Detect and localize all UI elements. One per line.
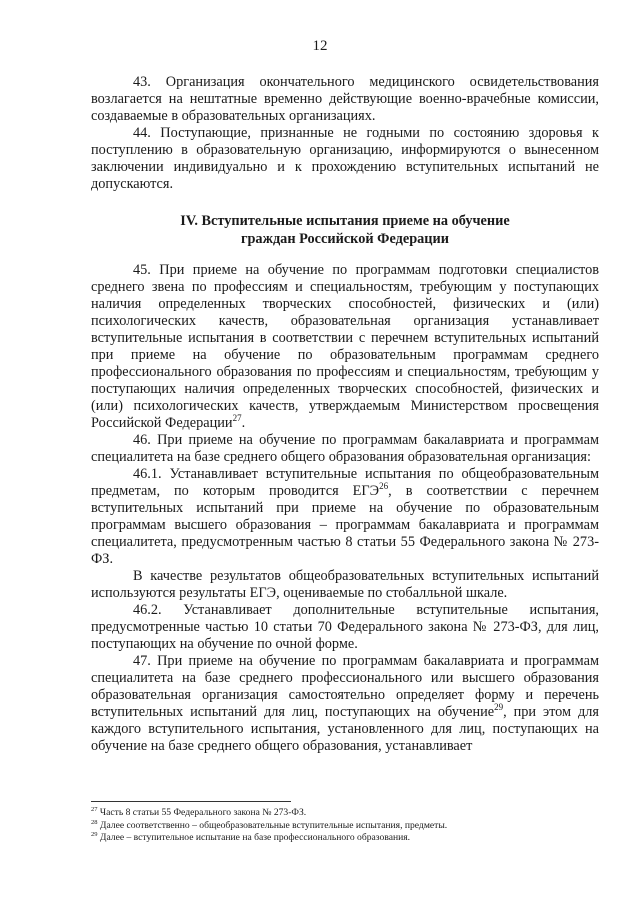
footnote-ref-29: 29	[494, 702, 504, 713]
section-heading-line-2: граждан Российской Федерации	[240, 230, 450, 247]
paragraph-47	[91, 653, 599, 755]
paragraph-45-text: 45. При приеме на обучение по программам подготовки специалистов среднего звена по профессиям и специальностям, требующим у поступающих наличия определенных творческих способностей, физических и (или) психологических качеств, образовательная организация устанавливает вступительные испытания в соответствии с перечнем вступительных испытаний при приеме на обучение по образовательным программам среднего профессионального образования по профессиям и специальностям, требующим у поступающих наличия определенных творческих способностей, физических и (или) психологических качеств, утверждаемым Министерством просвещения Российской Федерации	[91, 262, 599, 431]
footnote-text: Часть 8 статьи 55 Федерального закона № 273-ФЗ.	[97, 807, 307, 818]
footnote-27	[91, 807, 601, 820]
footnote-separator	[91, 801, 291, 802]
paragraph-47-before: 47. При приеме на обучение по программам бакалавриата и программам специалитета на базе среднего профессионального или высшего образования образовательная организация самостоятельно определяет форму и перечень вступительных испытаний для лиц, поступающих на обучение	[91, 653, 599, 720]
document-body	[91, 74, 599, 755]
section-heading-line-1: IV. Вступительные испытания приеме на обучение	[180, 213, 510, 229]
paragraph-44: 44. Поступающие, признанные не годными по состоянию здоровья к поступлению в образовательную организацию, информируются о вынесенном заключении индивидуально и к прохождению вступительных испытаний не допускаются.	[91, 125, 599, 192]
paragraph-47-after: , при этом для каждого вступительного испытания, установленного для лиц, поступающих на обучение на базе среднего общего образования, устанавливает	[91, 704, 599, 754]
paragraph-46-2: 46.2. Устанавливает дополнительные вступительные испытания, предусмотренные частью 10 статьи 70 Федерального закона № 273-ФЗ, для лиц, поступающих на обучение по очной форме.	[91, 602, 599, 652]
footnote-29	[91, 832, 601, 845]
paragraph-45-tail: .	[241, 415, 246, 431]
paragraph-46-1	[91, 466, 599, 568]
footnote-text: Далее – вступительное испытание на базе профессионального образования.	[97, 832, 411, 843]
page-number: 12	[312, 38, 328, 54]
footnote-ref-27: 27	[232, 413, 242, 424]
paragraph-45	[91, 262, 599, 432]
footnote-number: 28	[91, 818, 98, 826]
paragraph-46-1-after: , в соответствии с перечнем вступительных испытаний при приеме на обучение по образовательным программам высшего образования – программам бакалавриата и программам специалитета, предусмотренным частью 8 статьи 55 Федерального закона № 273-ФЗ.	[91, 483, 599, 567]
paragraph-46: 46. При приеме на обучение по программам бакалавриата и программам специалитета на базе среднего общего образования образовательная организация:	[91, 432, 599, 465]
footnote-text: Далее соответственно – общеобразовательные вступительные испытания, предметы.	[97, 819, 448, 831]
paragraph-43: 43. Организация окончательного медицинского освидетельствования возлагается на нештатные временно действующие военно-врачебные комиссии, создаваемые в образовательных организациях.	[91, 74, 599, 124]
footnotes	[91, 807, 601, 845]
paragraph-46-1-before: 46.1. Устанавливает вступительные испытания по общеобразовательным предметам, по которым проводится ЕГЭ	[91, 466, 599, 499]
footnote-number: 29	[91, 830, 98, 838]
footnote-ref-26: 26	[379, 481, 389, 492]
section-heading	[91, 213, 599, 248]
footnote-number: 27	[91, 805, 98, 813]
paragraph-results: В качестве результатов общеобразовательных вступительных испытаний используются результаты ЕГЭ, оцениваемые по стобалльной шкале.	[91, 568, 599, 601]
footnote-28	[91, 820, 601, 833]
